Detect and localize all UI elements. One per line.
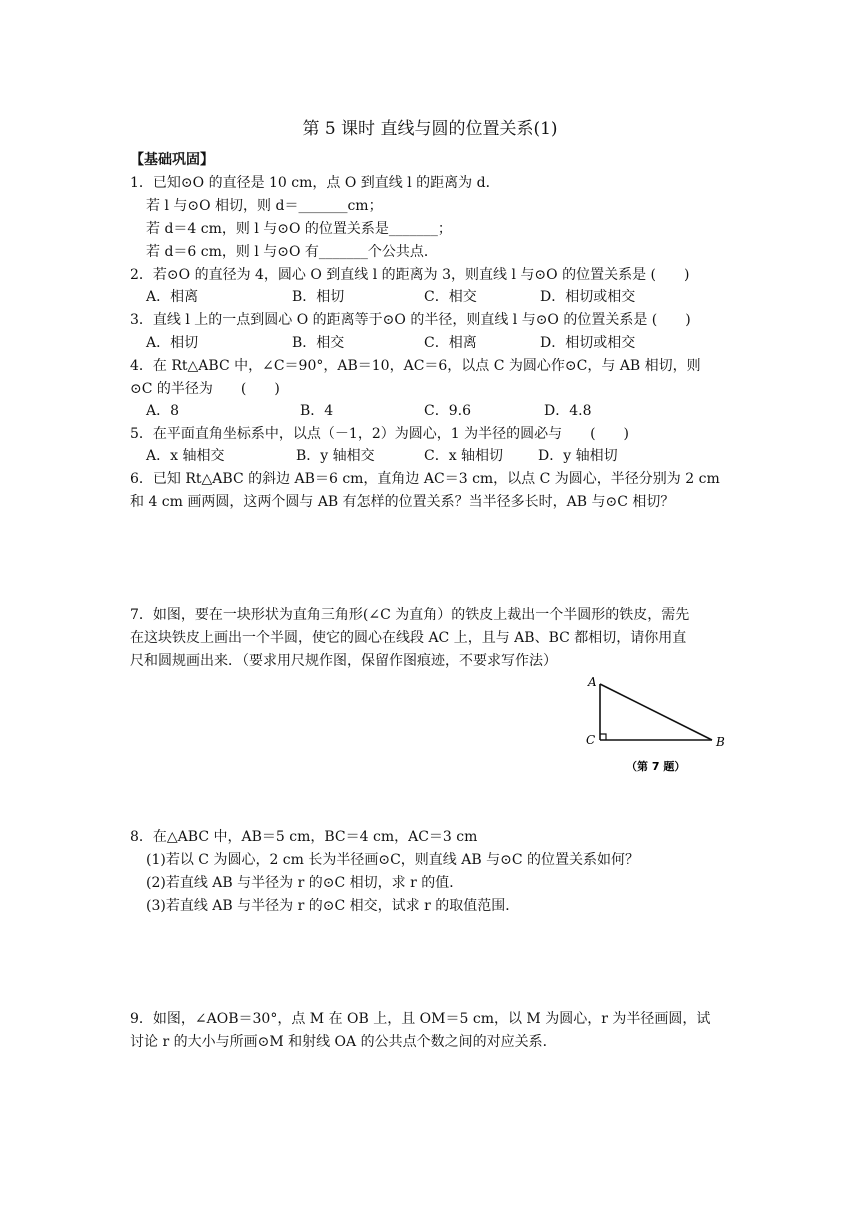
q1-part-a: 若 l 与⊙O 相切，则 d＝_______cm；	[146, 198, 383, 214]
right-angle-mark	[600, 734, 606, 740]
q4-option-c: C．9.6	[424, 403, 471, 419]
q8-part-3: (3)若直线 AB 与半径为 r 的⊙C 相交，试求 r 的取值范围．	[146, 898, 520, 914]
q7-line2: 在这块铁皮上画出一个半圆，使它的圆心在线段 AC 上，且与 AB、BC 都相切，请你用直	[130, 630, 687, 646]
q1-part-b: 若 d＝4 cm，则 l 与⊙O 的位置关系是_______；	[146, 221, 452, 237]
q8-stem: 8．在△ABC 中，AB＝5 cm，BC＝4 cm，AC＝3 cm	[130, 829, 478, 845]
q8-part-1: (1)若以 C 为圆心，2 cm 长为半径画⊙C，则直线 AB 与⊙C 的位置关系如何？	[146, 852, 639, 868]
q2-option-a: A．相离	[146, 289, 199, 305]
q4-option-b: B．4	[300, 403, 334, 419]
right-triangle-diagram	[580, 672, 740, 782]
q4-stem-line1: 4．在 Rt△ABC 中，∠C＝90°，AB＝10，AC＝6，以点 C 为圆心作⊙C，与 AB 相切，则	[130, 358, 701, 374]
side-ab	[600, 684, 712, 740]
q3-stem: 3．直线 l 上的一点到圆心 O 的距离等于⊙O 的半径，则直线 l 与⊙O 的位置关系是 ( )	[130, 312, 691, 328]
q7-line3: 尺和圆规画出来．（要求用尺规作图，保留作图痕迹，不要求写作法）	[130, 653, 557, 669]
page-title: 第 5 课时 直线与圆的位置关系(1)	[302, 119, 558, 139]
q3-option-c: C．相离	[424, 335, 477, 351]
vertex-label-a: A	[588, 675, 597, 689]
q9-line2: 讨论 r 的大小与所画⊙M 和射线 OA 的公共点个数之间的对应关系．	[130, 1034, 557, 1050]
q2-option-d: D．相切或相交	[540, 289, 636, 305]
vertex-label-c: C	[586, 733, 596, 747]
q7-line1: 7．如图，要在一块形状为直角三角形(∠C 为直角）的铁皮上裁出一个半圆形的铁皮，需先	[130, 607, 690, 623]
q5-option-b: B．y 轴相交	[296, 448, 375, 464]
q4-option-a: A．8	[146, 403, 180, 419]
vertex-label-b: B	[716, 735, 725, 749]
q1-part-c: 若 d＝6 cm，则 l 与⊙O 有_______个公共点．	[146, 244, 438, 260]
q4-option-d: D．4.8	[544, 403, 592, 419]
q2-option-c: C．相交	[424, 289, 477, 305]
q3-option-d: D．相切或相交	[540, 335, 636, 351]
q5-stem: 5．在平面直角坐标系中，以点（－1，2）为圆心，1 为半径的圆必与 ( )	[130, 426, 630, 442]
q5-option-a: A．x 轴相交	[146, 448, 225, 464]
section-heading: 【基础巩固】	[130, 152, 214, 168]
q6-line1: 6．已知 Rt△ABC 的斜边 AB＝6 cm，直角边 AC＝3 cm，以点 C 为圆心，半径分别为 2 cm	[130, 471, 720, 487]
figure-caption: （第 7 题）	[626, 760, 686, 773]
q3-option-b: B．相交	[292, 335, 345, 351]
q5-option-c: C．x 轴相切	[424, 448, 504, 464]
q3-option-a: A．相切	[146, 335, 199, 351]
q2-stem: 2．若⊙O 的直径为 4，圆心 O 到直线 l 的距离为 3，则直线 l 与⊙O 的位置关系是 ( )	[130, 267, 690, 283]
q9-line1: 9．如图，∠AOB＝30°，点 M 在 OB 上，且 OM＝5 cm，以 M 为圆心，r 为半径画圆，试	[130, 1011, 711, 1027]
q8-part-2: (2)若直线 AB 与半径为 r 的⊙C 相切，求 r 的值．	[146, 875, 464, 891]
q4-stem-line2: ⊙C 的半径为 ( )	[130, 381, 280, 397]
q2-option-b: B．相切	[292, 289, 345, 305]
q1-stem: 1．已知⊙O 的直径是 10 cm，点 O 到直线 l 的距离为 d．	[130, 175, 500, 191]
q6-line2: 和 4 cm 画两圆，这两个圆与 AB 有怎样的位置关系？当半径多长时，AB 与⊙C 相切？	[130, 494, 675, 510]
q5-option-d: D．y 轴相切	[538, 448, 618, 464]
q7-figure	[580, 672, 740, 782]
